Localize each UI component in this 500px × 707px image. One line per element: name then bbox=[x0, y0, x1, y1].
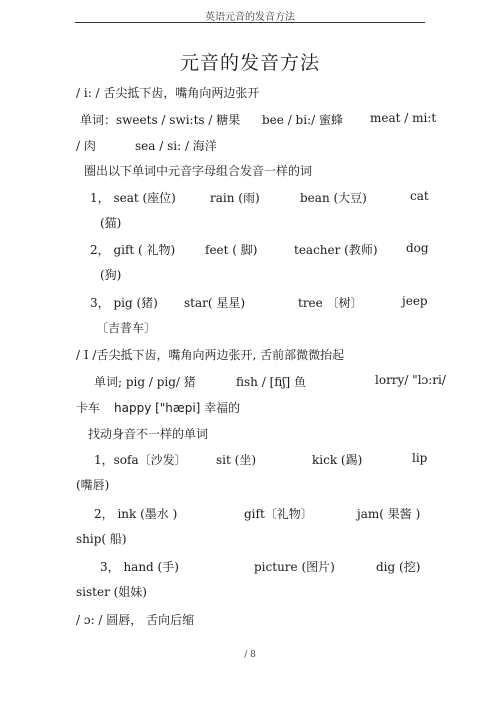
exercise-2-item-2-gift: gift〔礼物〕 bbox=[244, 507, 313, 521]
exercise-1-item-1-cat: cat bbox=[410, 189, 429, 203]
exercise-1-item-2-feet: feet ( 脚) bbox=[205, 243, 258, 257]
exercise-title-1: 圈出以下单词中元音字母组合发音一样的词 bbox=[84, 164, 313, 178]
exercise-2-item-1-lip: lip bbox=[412, 451, 428, 465]
example-word-bee: bee / bi:/ 蜜蜂 bbox=[262, 113, 343, 127]
exercise-1-item-3-tree: tree 〔树〕 bbox=[298, 296, 363, 310]
exercise-2-item-1: 1，sofa〔沙发〕 bbox=[94, 453, 187, 467]
phoneme-heading-i-long: / i: / 舌尖抵下齿，嘴角向两边张开 bbox=[76, 86, 260, 100]
exercise-1-item-2-wrap: (狗) bbox=[100, 268, 122, 282]
exercise-2-item-2-jam: jam( 果酱 ) bbox=[357, 507, 421, 521]
example-word-lorry: lorry/ "lɔ:ri/ bbox=[375, 373, 446, 387]
exercise-2-item-2-wrap: ship( 船) bbox=[76, 532, 127, 546]
exercise-2-item-3-dig: dig (挖) bbox=[376, 560, 421, 574]
exercise-1-item-2-dog: dog bbox=[406, 241, 429, 255]
exercise-2-item-1-sit: sit (坐) bbox=[216, 453, 256, 467]
example-words-line-1: 单词：sweets / swi:ts / 糖果 bbox=[80, 113, 241, 127]
exercise-2-item-2: 2， ink (墨水 ) bbox=[94, 507, 178, 521]
example-word-fish: fish / [fiʃ] 鱼 bbox=[236, 375, 307, 389]
example-word-happy: happy ["hæpi] 幸福的 bbox=[114, 401, 241, 415]
exercise-1-item-1-rain: rain (雨) bbox=[210, 191, 260, 205]
exercise-1-item-3: 3， pig (猪) bbox=[90, 296, 158, 310]
phoneme-heading-o-long: / ɔ: / 圆唇， 舌向后缩 bbox=[76, 613, 195, 627]
exercise-2-item-3: 3， hand (手) bbox=[100, 560, 179, 574]
exercise-2-item-1-kick: kick (踢) bbox=[312, 453, 363, 467]
phoneme-heading-i-short: / I /舌尖抵下齿，嘴角向两边张开, 舌前部微微抬起 bbox=[76, 348, 345, 362]
exercise-1-item-2: 2， gift ( 礼物) bbox=[90, 243, 176, 257]
exercise-1-item-3-wrap: 〔吉普车〕 bbox=[96, 321, 157, 335]
exercise-1-item-1-bean: bean (大豆) bbox=[300, 191, 367, 205]
example-lorry-meaning: 卡车 bbox=[76, 401, 101, 415]
page-number: / 8 bbox=[244, 650, 256, 660]
exercise-2-item-1-wrap: (嘴唇) bbox=[76, 478, 110, 492]
example-words-line-2: 单词; pig / pig/ 猪 bbox=[94, 375, 196, 389]
header-rule bbox=[75, 22, 425, 23]
example-word-sea: sea / si: / 海洋 bbox=[135, 139, 217, 153]
exercise-2-item-3-wrap: sister (姐妹) bbox=[76, 585, 147, 599]
example-meat-meaning: / 肉 bbox=[76, 139, 96, 153]
running-header: 英语元音的发音方法 bbox=[205, 12, 295, 23]
exercise-2-item-3-picture: picture (图片) bbox=[254, 560, 335, 574]
exercise-1-item-1: 1， seat (座位) bbox=[90, 191, 176, 205]
exercise-title-2: 找动身音不一样的单词 bbox=[88, 427, 209, 441]
exercise-1-item-3-star: star( 星星) bbox=[184, 296, 246, 310]
exercise-1-item-1-wrap: (猫) bbox=[100, 216, 122, 230]
page-title: 元音的发音方法 bbox=[179, 52, 320, 74]
example-word-meat: meat / mi:t bbox=[370, 111, 437, 125]
exercise-1-item-2-teacher: teacher (教师) bbox=[294, 243, 378, 257]
exercise-1-item-3-jeep: jeep bbox=[402, 294, 428, 308]
